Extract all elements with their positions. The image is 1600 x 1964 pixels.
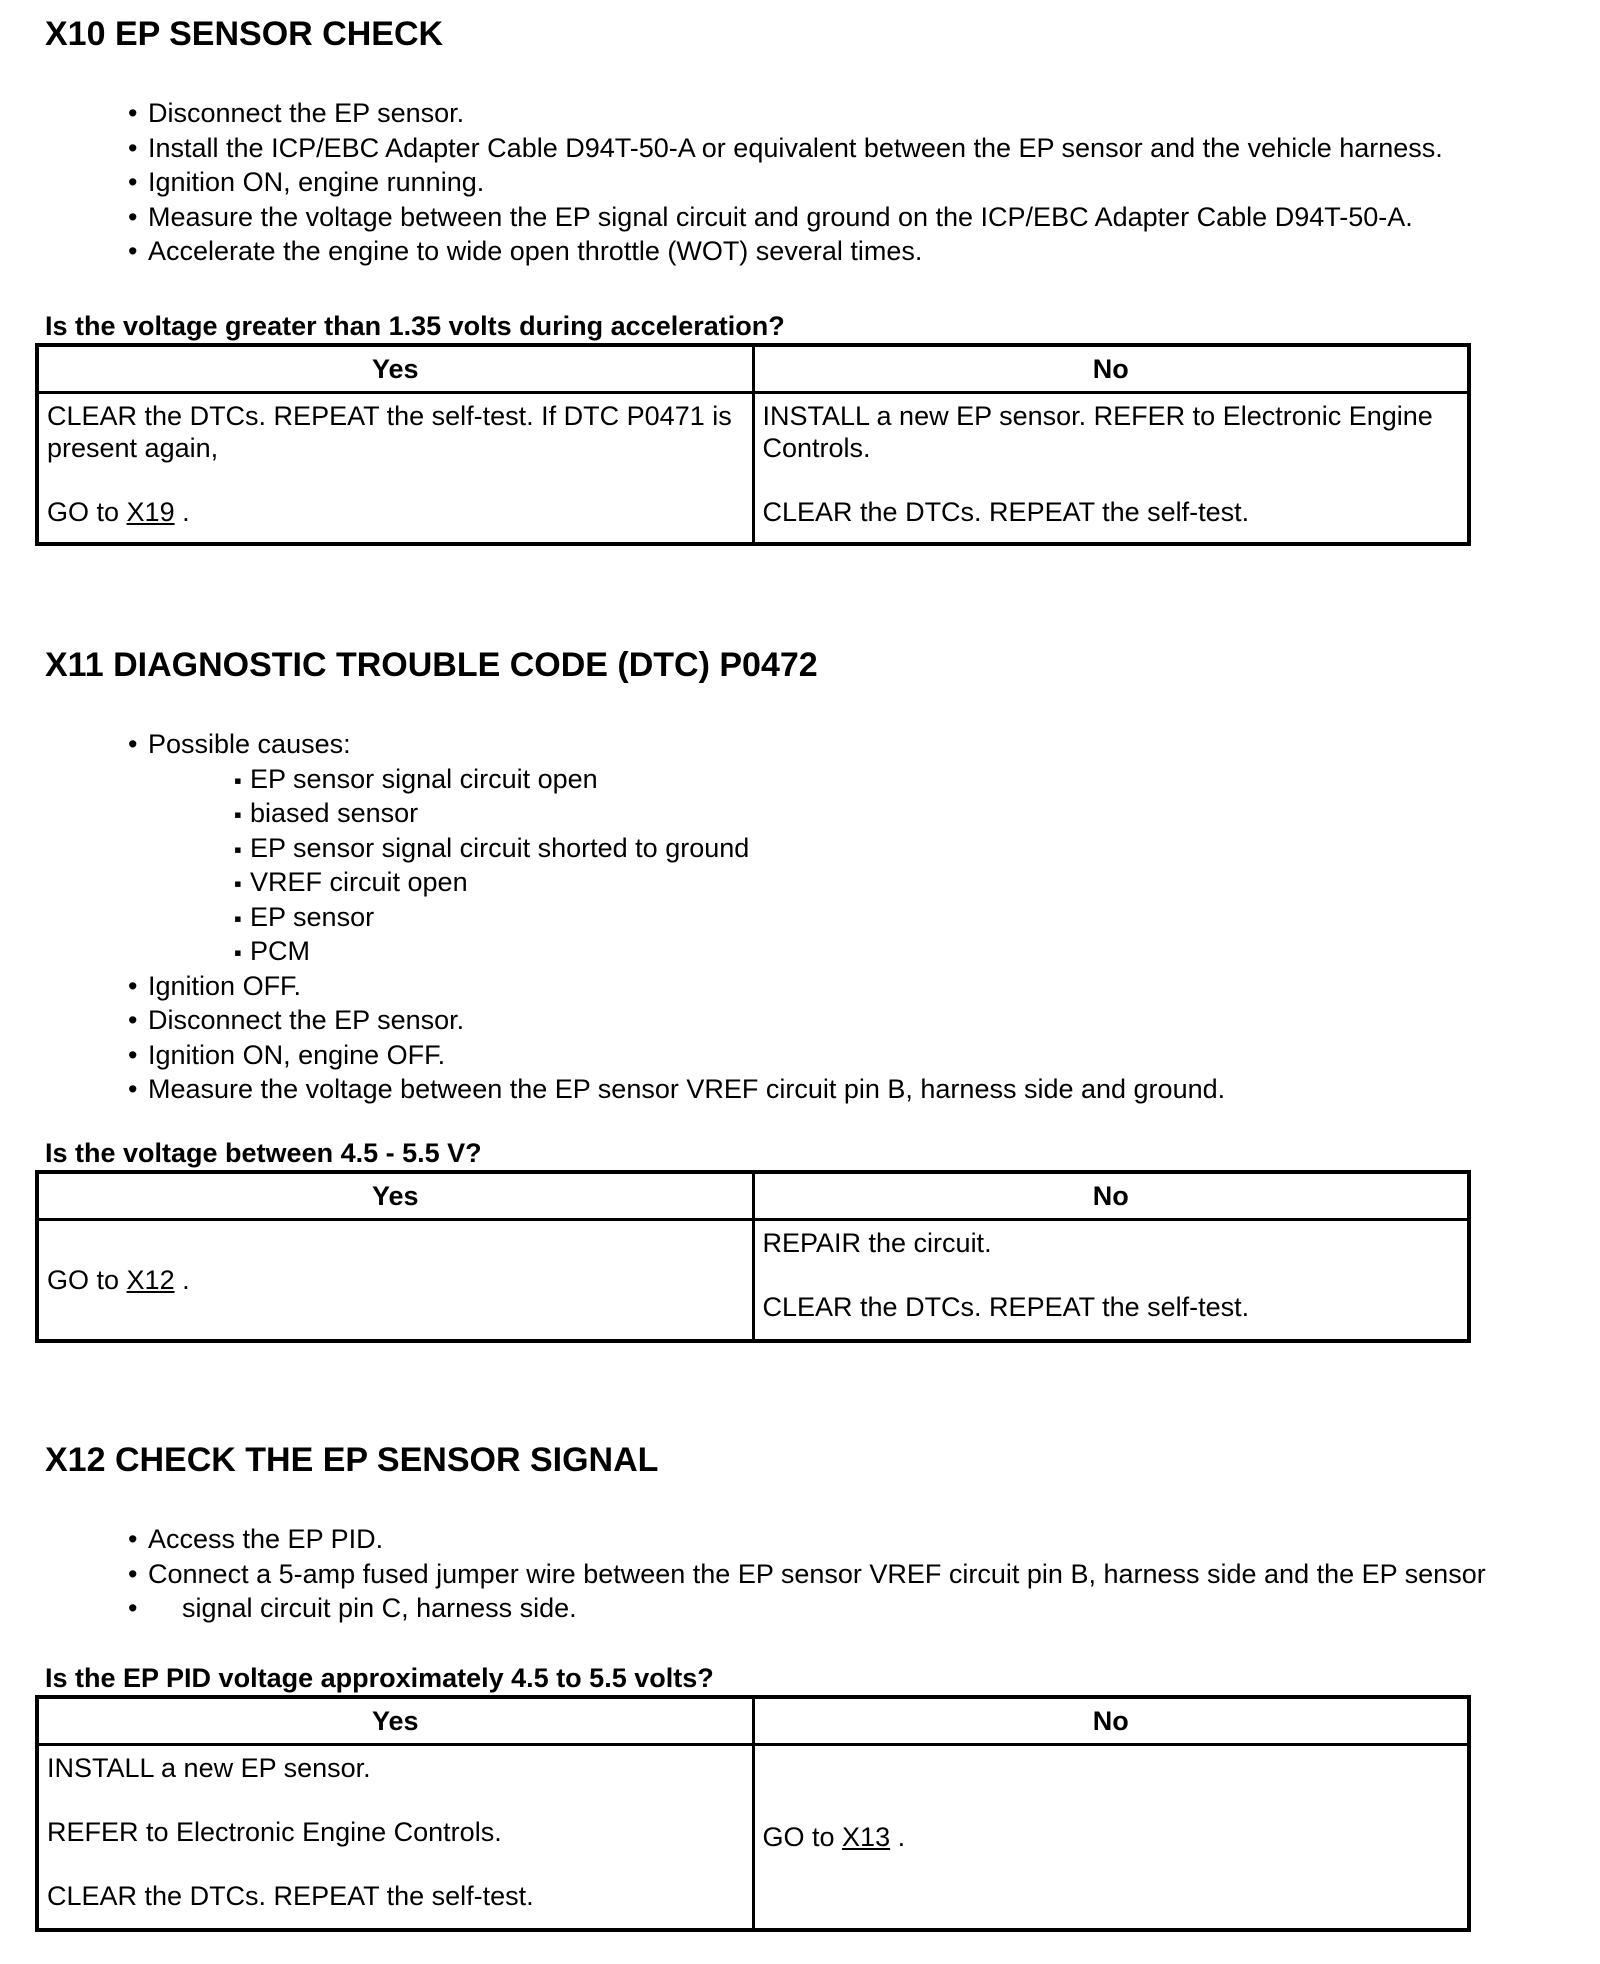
cause-list <box>148 762 1225 969</box>
step-item: • Disconnect the EP sensor. <box>128 1003 1225 1038</box>
step-item: • Connect a 5-amp fused jumper wire between the EP sensor VREF circuit pin B, harness side and the EP sensor <box>128 1557 1486 1592</box>
goto-suffix: . <box>182 497 190 527</box>
goto-suffix: . <box>897 1822 906 1852</box>
section-title: X10 EP SENSOR CHECK <box>45 15 444 53</box>
goto-line <box>47 1264 744 1296</box>
yes-no-table <box>35 1695 1471 1932</box>
question-text: Is the EP PID voltage approximately 4.5 to 5.5 volts? <box>45 1663 714 1693</box>
yes-header: Yes <box>37 345 753 393</box>
yes-no-table <box>35 343 1471 546</box>
yes-header: Yes <box>37 1697 753 1745</box>
goto-prefix: GO to <box>47 1265 120 1295</box>
cause-item: ▪ EP sensor signal circuit shorted to ground <box>234 831 1225 866</box>
no-header: No <box>753 1172 1469 1220</box>
goto-link-x12[interactable]: X12 <box>126 1265 175 1295</box>
yes-text: REFER to Electronic Engine Controls. <box>47 1817 502 1847</box>
step-item: • Ignition ON, engine running. <box>128 165 1443 200</box>
yes-cell <box>37 393 753 545</box>
question-text: Is the voltage greater than 1.35 volts during acceleration? <box>45 311 785 341</box>
yes-cell <box>37 1220 753 1342</box>
step-list <box>128 1522 1486 1626</box>
step-item: • Disconnect the EP sensor. <box>128 96 1443 131</box>
section-title: X11 DIAGNOSTIC TROUBLE CODE (DTC) P0472 <box>45 646 818 684</box>
cause-item: ▪ EP sensor signal circuit open <box>234 762 1225 797</box>
step-item-continuation <box>128 1591 1486 1626</box>
cause-item: ▪ biased sensor <box>234 796 1225 831</box>
no-cell <box>753 1220 1469 1342</box>
step-item: • Access the EP PID. <box>128 1522 1486 1557</box>
possible-causes-label: Possible causes: <box>148 729 351 759</box>
section-title: X12 CHECK THE EP SENSOR SIGNAL <box>45 1441 659 1479</box>
question-text: Is the voltage between 4.5 - 5.5 V? <box>45 1138 482 1168</box>
goto-link-x19[interactable]: X19 <box>126 497 175 527</box>
no-cell <box>753 393 1469 545</box>
no-text: CLEAR the DTCs. REPEAT the self-test. <box>762 1292 1250 1322</box>
no-header: No <box>753 345 1469 393</box>
goto-line <box>47 496 744 528</box>
yes-text: CLEAR the DTCs. REPEAT the self-test. <box>47 1881 534 1911</box>
yes-text: INSTALL a new EP sensor. <box>47 1753 371 1783</box>
step-list <box>128 727 1225 1107</box>
goto-prefix: GO to <box>47 497 120 527</box>
step-item: • Ignition OFF. <box>128 969 1225 1004</box>
step-item: • Measure the voltage between the EP sensor VREF circuit pin B, harness side and ground. <box>128 1072 1225 1107</box>
no-cell <box>753 1745 1469 1931</box>
step-item: • Accelerate the engine to wide open throttle (WOT) several times. <box>128 234 1443 269</box>
cause-item: ▪ VREF circuit open <box>234 865 1225 900</box>
goto-line <box>763 1821 1460 1853</box>
yes-text: CLEAR the DTCs. REPEAT the self-test. If DTC P0471 is present again, <box>47 401 732 463</box>
step-item: • Ignition ON, engine OFF. <box>128 1038 1225 1073</box>
step-item <box>128 727 1225 969</box>
step-item: • Measure the voltage between the EP signal circuit and ground on the ICP/EBC Adapter Cable D94T-50-A. <box>128 200 1443 235</box>
cause-item: ▪ PCM <box>234 934 1225 969</box>
no-header: No <box>753 1697 1469 1745</box>
goto-link-x13[interactable]: X13 <box>842 1822 891 1852</box>
step-list <box>128 96 1443 269</box>
no-text: INSTALL a new EP sensor. REFER to Electronic Engine Controls. <box>762 401 1433 463</box>
goto-suffix: . <box>182 1265 190 1295</box>
cause-item: ▪ EP sensor <box>234 900 1225 935</box>
continuation-text: signal circuit pin C, harness side. <box>182 1593 577 1623</box>
no-text: CLEAR the DTCs. REPEAT the self-test. <box>762 497 1250 527</box>
no-text: REPAIR the circuit. <box>762 1228 992 1258</box>
step-item: • Install the ICP/EBC Adapter Cable D94T-50-A or equivalent between the EP sensor and the vehicle harness. <box>128 131 1443 166</box>
yes-no-table <box>35 1170 1471 1343</box>
yes-cell <box>37 1745 753 1931</box>
goto-prefix: GO to <box>762 1822 835 1852</box>
yes-header: Yes <box>37 1172 753 1220</box>
